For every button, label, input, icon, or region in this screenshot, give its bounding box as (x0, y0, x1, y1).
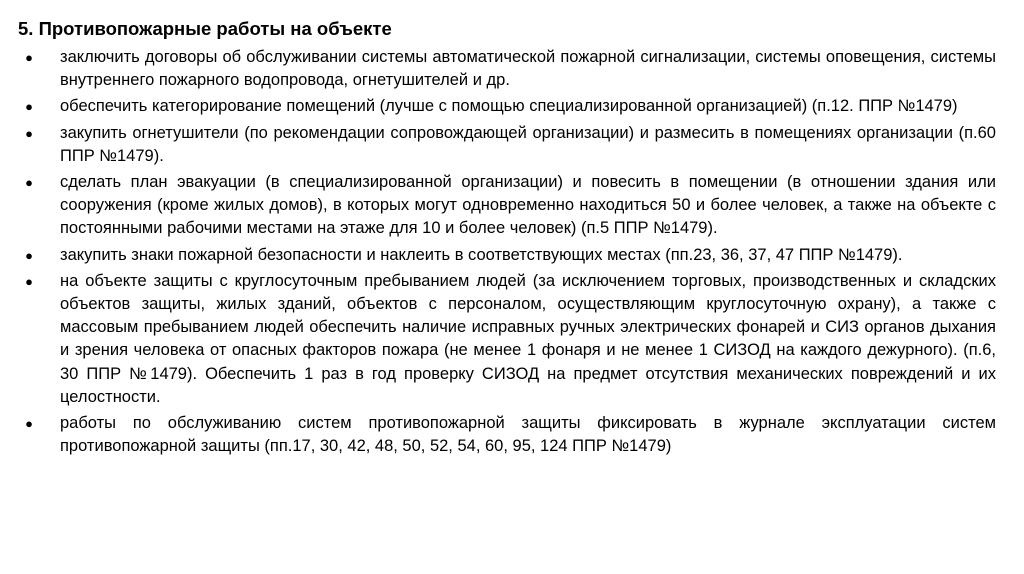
list-item (18, 270, 996, 409)
list-item (18, 244, 996, 267)
list-item (18, 46, 996, 92)
bullet-list (18, 46, 996, 458)
list-item (18, 122, 996, 168)
bullet-icon: ● (25, 273, 33, 289)
bullet-icon: ● (25, 416, 33, 432)
list-item-text: работы по обслуживанию систем противопожарной защиты фиксировать в журнале эксплуатации систем противопожарной защиты (пп.17, 30, 42, 48, 50, 52, 54, 60, 95, 124 ППР №1479) (60, 414, 996, 456)
list-item (18, 412, 996, 458)
list-item-text: закупить огнетушители (по рекомендации сопровождающей организации) и размесить в помещениях организации (п.60 ППР №1479). (60, 123, 996, 165)
list-item-text: заключить договоры об обслуживании системы автоматической пожарной сигнализации, системы оповещения, системы внутреннего пожарного водопровода, огнетушителей и др. (60, 48, 996, 90)
list-item-text: закупить знаки пожарной безопасности и наклеить в соответствующих местах (пп.23, 36, 37, 47 ППР №1479). (60, 245, 903, 264)
section-heading: 5. Противопожарные работы на объекте (18, 18, 392, 39)
bullet-icon: ● (25, 50, 33, 65)
bullet-icon: ● (25, 247, 33, 263)
list-item-text: сделать план эвакуации (в специализированной организации) и повесить в помещении (в отношении здания или сооружения (кроме жилых домов), в которых могут одновременно находиться 50 и более человек, а также на объекте с постоянными рабочими местами на этаже для 10 и более человек) (п.5 ППР №1479). (60, 173, 996, 238)
list-item (18, 95, 996, 118)
bullet-icon: ● (25, 99, 33, 115)
list-item-text: на объекте защиты с круглосуточным пребыванием людей (за исключением торговых, производственных и складских объектов защиты, жилых зданий, объектов с персоналом, осуществляющим круглосуточную охрану), а также с массовым пребыванием людей обеспечить наличие исправных ручных электрических фонарей и СИЗ органов дыхания и зрения человека от опасных факторов пожара (не менее 1 фонаря и не менее 1 СИЗОД на каждого дежурного). (п.6, 30 ППР №1479). Обеспечить 1 раз в год проверку СИЗОД на предмет отсутствия механических повреждений и их целостности. (60, 271, 996, 406)
list-item-text: обеспечить категорирование помещений (лучше с помощью специализированной организацией) (п.12. ППР №1479) (60, 97, 958, 116)
bullet-icon: ● (25, 175, 33, 191)
bullet-icon: ● (25, 125, 33, 141)
list-item (18, 171, 996, 241)
